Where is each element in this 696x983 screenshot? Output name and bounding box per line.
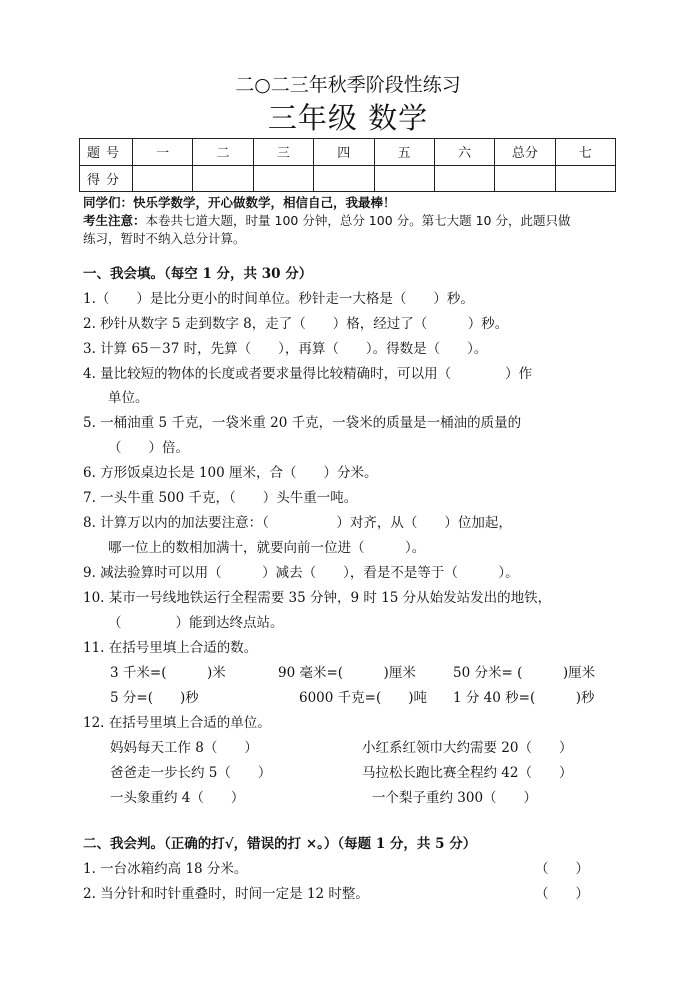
question-1-3: 3. 计算 65－37 时，先算（ ），再算（ ）。得数是（ ）。	[83, 341, 488, 357]
score-header-3: 三	[253, 139, 313, 166]
answer-box: （ ）	[535, 886, 589, 902]
question-1-5: 5. 一桶油重 5 千克，一袋米重 20 千克，一袋米的质量是一桶油的质量的	[83, 415, 522, 431]
score-table-header-row	[80, 139, 616, 166]
question-1-11: 11. 在括号里填上合适的数。	[83, 640, 258, 656]
score-header-5: 五	[374, 139, 434, 166]
q12-item: 一个梨子重约 300（ ）	[372, 790, 538, 806]
question-1-9: 9. 减法验算时可以用（ ）减去（ ），看是不是等于（ ）。	[83, 565, 519, 581]
section1-title: 一、我会填。（每空 1 分，共 30 分）	[83, 266, 313, 282]
q12-item: 妈妈每天工作 8（ ）	[110, 740, 258, 756]
score-cell[interactable]	[495, 165, 555, 192]
greeting: 同学们：快乐学数学，开心做数学，相信自己，我最棒！	[83, 195, 396, 210]
question-1-1: 1.（ ）是比分更小的时间单位。秒针走一大格是（ ）秒。	[83, 291, 474, 307]
question-1-10-continued: （ ）能到达终点站。	[108, 615, 284, 631]
question-1-5-continued: （ ）倍。	[108, 440, 189, 456]
score-cell[interactable]	[374, 165, 434, 192]
q12-item: 小红系红领巾大约需要 20（ ）	[362, 740, 573, 756]
q11-item: 6000 千克=( )吨	[299, 690, 427, 706]
score-header-1: 一	[133, 139, 193, 166]
score-header-6: 六	[434, 139, 494, 166]
q11-item: 5 分=( )秒	[110, 690, 199, 706]
question-1-10: 10. 某市一号线地铁运行全程需要 35 分钟，9 时 15 分从始发站发出的地铁，	[83, 590, 552, 606]
question-1-8-continued: 哪一位上的数相加满十，就要向前一位进（ ）。	[108, 540, 426, 556]
question-1-8: 8. 计算万以内的加法要注意：（ ）对齐，从（ ）位加起，	[83, 515, 512, 531]
score-cell[interactable]	[193, 165, 253, 192]
question-1-4: 4. 量比较短的物体的长度或者要求量得比较精确时，可以用（ ）作	[83, 366, 533, 382]
question-2-1: 1. 一台冰箱约高 18 分米。	[83, 861, 248, 877]
notice-continued: 练习，暂时不纳入总分计算。	[83, 231, 246, 246]
notice-text: 本卷共七道大题，时量 100 分钟，总分 100 分。第七大题 10 分，此题只做	[145, 213, 571, 228]
question-1-12: 12. 在括号里填上合适的单位。	[83, 715, 271, 731]
question-1-7: 7. 一头牛重 500 千克，（ ）头牛重一吨。	[83, 490, 358, 506]
score-row-label: 得分	[80, 165, 133, 192]
question-1-6: 6. 方形饭桌边长是 100 厘米，合（ ）分米。	[83, 465, 378, 481]
score-header-label: 题号	[80, 139, 133, 166]
q12-item: 一头象重约 4（ ）	[110, 790, 245, 806]
score-table-score-row	[80, 165, 616, 192]
q12-item: 爸爸走一步长约 5（ ）	[110, 765, 272, 781]
notice	[83, 212, 623, 230]
section2-title: 二、我会判。（正确的打√，错误的打 ×。）（每题 1 分，共 5 分）	[83, 836, 477, 852]
score-cell[interactable]	[314, 165, 374, 192]
q11-item: 1 分 40 秒=( )秒	[453, 690, 595, 706]
score-header-4: 四	[314, 139, 374, 166]
notice-label: 考生注意：	[83, 213, 146, 228]
score-cell[interactable]	[555, 165, 615, 192]
exam-subtitle: 二○二三年秋季阶段性练习	[235, 74, 461, 96]
exam-title: 三年级 数学	[267, 101, 429, 135]
question-2-2: 2. 当分针和时针重叠时，时间一定是 12 时整。	[83, 886, 369, 902]
score-cell[interactable]	[133, 165, 193, 192]
score-header-2: 二	[193, 139, 253, 166]
answer-box: （ ）	[535, 861, 589, 877]
q11-item: 90 毫米=( )厘米	[278, 665, 416, 681]
question-1-2: 2. 秒针从数字 5 走到数字 8，走了（ ）格，经过了（ ）秒。	[83, 316, 509, 332]
score-table	[79, 138, 616, 192]
score-header-total: 总分	[495, 139, 555, 166]
score-cell[interactable]	[253, 165, 313, 192]
score-cell[interactable]	[434, 165, 494, 192]
score-header-7: 七	[555, 139, 615, 166]
q11-item: 3 千米=( )米	[110, 665, 226, 681]
q12-item: 马拉松长跑比赛全程约 42（ ）	[362, 765, 573, 781]
q11-item: 50 分米= ( )厘米	[453, 665, 596, 681]
question-1-4-continued: 单位。	[108, 390, 149, 406]
